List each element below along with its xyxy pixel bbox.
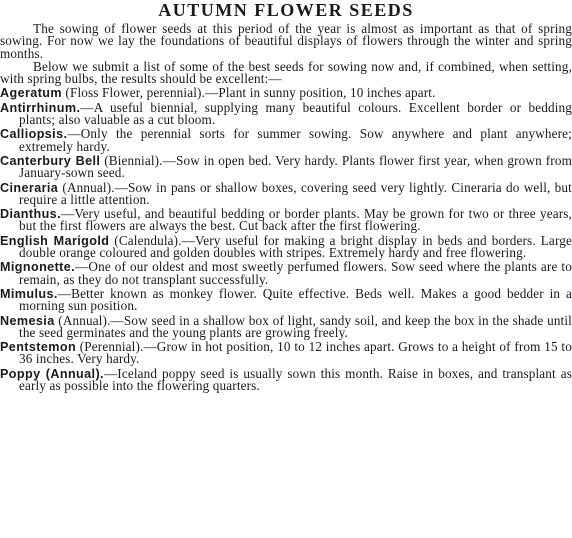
- seed-entry-cineraria: [0, 179, 572, 207]
- seed-entry-mimulus: [0, 285, 572, 314]
- seed-entry-mignonette: [0, 261, 572, 286]
- seed-entry-english-marigold: [0, 232, 572, 261]
- seed-entry-canterbury-bell: [0, 152, 572, 181]
- intro-paragraph-2: Below we submit a list of some of the best seeds for sowing now and, if combined, when setting, with spring bulbs, the results should be excellent:—: [0, 58, 572, 87]
- seed-description: (Annual).—Sow in pans or shallow boxes, covering seed very lightly. Cineraria do well, but require a little attention.: [19, 179, 572, 207]
- seed-description: —Only the perennial sorts for summer sowing. Sow anywhere and plant anywhere; extremely hardy.: [19, 126, 572, 154]
- seed-description: (Calendula).—Very useful for making a bright display in beds and borders. Large double orange coloured and golden doubles with stripes. Extremely hardy and free flowering.: [19, 232, 572, 261]
- seed-entry-nemesia: [0, 312, 572, 340]
- article-body: [0, 23, 572, 392]
- seed-name: Poppy (Annual).: [0, 366, 104, 381]
- seed-description: —Very useful, and beautiful bedding or border plants. May be grown for two or three years, but the first flowers are always the best. Cut back after the first flowering.: [19, 206, 572, 234]
- seed-entry-antirrhinum: [0, 99, 572, 128]
- seed-name: Cineraria: [0, 180, 59, 195]
- seed-name: Antirrhinum.: [0, 100, 81, 115]
- seed-name: Calliopsis.: [0, 127, 68, 142]
- seed-description: (Biennial).—Sow in open bed. Very hardy. Plants flower first year, when grown from January-sown seed.: [19, 152, 572, 181]
- seed-name: English Marigold: [0, 233, 110, 248]
- seed-description: (Perennial).—Grow in hot position, 10 to 12 inches apart. Grows to a height of from 15 to 36 inches. Very hardy.: [19, 339, 572, 367]
- seed-entry-pentstemon: [0, 341, 572, 366]
- seed-name: Mimulus.: [0, 286, 58, 301]
- seed-description: —A useful biennial, supplying many beautiful colours. Excellent border or bedding plants; also valuable as a cut bloom.: [19, 99, 572, 128]
- seed-name: Nemesia: [0, 313, 55, 328]
- article-title: AUTUMN FLOWER SEEDS: [158, 0, 414, 20]
- intro-paragraph-1: The sowing of flower seeds at this period of the year is almost as important as that of spring sowing. For now we lay the foundations of beautiful displays of flowers through the winter and spring months.: [0, 21, 572, 61]
- seed-name: Ageratum: [0, 86, 62, 101]
- seed-description: —One of our oldest and most sweetly perfumed flowers. Sow seed where the plants are to remain, as they do not transplant successfully.: [19, 259, 572, 287]
- seed-description: (Floss Flower, perennial).—Plant in sunny position, 10 inches apart.: [61, 85, 436, 101]
- seed-entry-calliopsis: [0, 128, 572, 153]
- seed-entry-poppy: [0, 365, 572, 394]
- seed-entry-ageratum: [0, 87, 572, 99]
- seed-name: Dianthus.: [0, 207, 61, 222]
- seed-name: Canterbury Bell: [0, 153, 101, 168]
- seed-description: (Annual).—Sow seed in a shallow box of light, sandy soil, and keep the box in the shade until the seed germinates and the young plants are growing freely.: [19, 312, 572, 340]
- seed-name: Mignonette.: [0, 260, 76, 275]
- seed-description: —Iceland poppy seed is usually sown this month. Raise in boxes, and transplant as early as possible into the flowering quarters.: [19, 365, 572, 394]
- seed-description: —Better known as monkey flower. Quite effective. Beds well. Makes a good bedder in a morning sun position.: [19, 285, 572, 314]
- seed-entry-dianthus: [0, 208, 572, 233]
- seed-name: Pentstemon: [0, 340, 77, 355]
